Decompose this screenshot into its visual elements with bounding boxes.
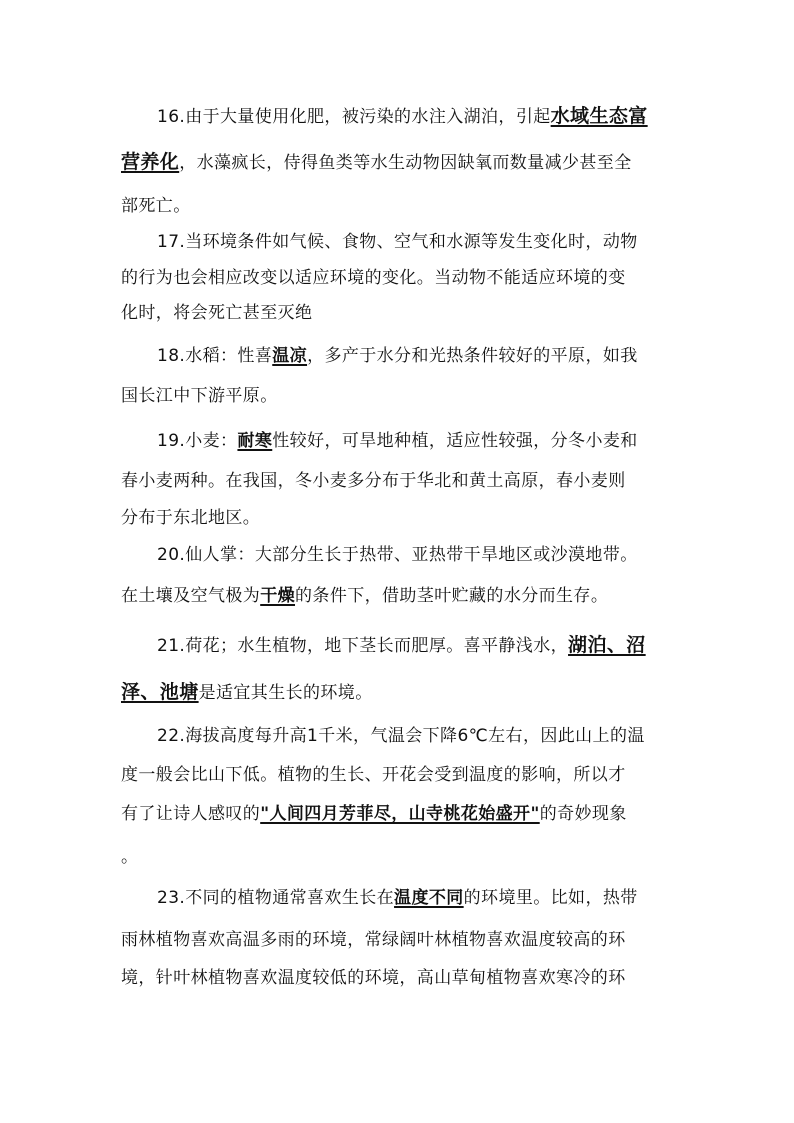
p19-text: 19.小麦： [157, 431, 238, 451]
p18-line2: 国长江中下游平原。 [121, 386, 278, 406]
p21-line1 [157, 633, 677, 658]
p16-text: ，水藻疯长，侍得鱼类等水生动物因缺氧而数量减少甚至全 [179, 153, 632, 173]
p20-line2 [121, 584, 681, 608]
p19-line1 [157, 429, 677, 453]
p20-key-term: 干燥 [260, 586, 296, 606]
p23-line3: 境，针叶林植物喜欢温度较低的环境，高山草甸植物喜欢寒冷的环 [121, 968, 626, 988]
p23-line1 [157, 886, 677, 910]
p23-text: 的环境里。比如，热带 [463, 888, 638, 908]
p16-line2 [121, 150, 681, 175]
p21-key-term: 湖泊、沼 [568, 634, 646, 656]
p17-line2: 的行为也会相应改变以适应环境的变化。当动物不能适应环境的变 [121, 268, 626, 288]
p16-key-term: 水域生态富 [550, 105, 648, 127]
p20-text: 在土壤及空气极为 [121, 586, 261, 606]
p17-line3: 化时，将会死亡甚至灭绝 [121, 303, 313, 323]
p23-text: 23.不同的植物通常喜欢生长在 [157, 888, 395, 908]
p22-poem-quote: "人间四月芳菲尽，山寺桃花始盛开" [260, 804, 540, 824]
p21-text: 21.荷花；水生植物，地下茎长而肥厚。喜平静浅水， [157, 636, 569, 656]
p16-key-term-cont: 营养化 [121, 151, 180, 173]
p18-text: ，多产于水分和光热条件较好的平原，如我 [307, 346, 638, 366]
p22-line1: 22.海拔高度每升高1千米，气温会下降6℃左右，因此山上的温 [157, 726, 645, 746]
p22-line4: 。 [121, 847, 139, 867]
p22-line3 [121, 802, 681, 826]
p23-line2: 雨林植物喜欢高温多雨的环境，常绿阔叶林植物喜欢温度较高的环 [121, 930, 626, 950]
p16-line3 [121, 194, 681, 218]
p21-text: 是适宜其生长的环境。 [198, 683, 373, 703]
p23-key-term: 温度不同 [394, 888, 464, 908]
p19-line2: 春小麦两种。在我国，冬小麦多分布于华北和黄土高原，春小麦则 [121, 471, 626, 491]
p21-line2 [121, 680, 681, 705]
p16-text: 部死亡。 [121, 196, 191, 216]
p18-line1 [157, 344, 677, 368]
p19-line3: 分布于东北地区。 [121, 508, 261, 528]
p17-line1: 17.当环境条件如气候、食物、空气和水源等发生变化时，动物 [157, 232, 638, 252]
p20-line1: 20.仙人掌：大部分生长于热带、亚热带干旱地区或沙漠地带。 [157, 545, 638, 565]
p22-text: 的奇妙现象 [539, 804, 627, 824]
p19-text: 性较好，可旱地种植，适应性较强，分冬小麦和 [272, 431, 638, 451]
p16-line1 [157, 104, 677, 129]
p20-text: 的条件下，借助茎叶贮藏的水分而生存。 [295, 586, 609, 606]
p21-key-term-cont: 泽、池塘 [121, 681, 199, 703]
p19-key-term: 耐寒 [237, 431, 273, 451]
p18-key-term: 温凉 [272, 346, 308, 366]
p16-text: 16.由于大量使用化肥，被污染的水注入湖泊，引起 [157, 107, 551, 127]
p18-text: 18.水稻：性喜 [157, 346, 273, 366]
p22-text: 有了让诗人感叹的 [121, 804, 261, 824]
p22-line2: 度一般会比山下低。植物的生长、开花会受到温度的影响，所以才 [121, 765, 626, 785]
